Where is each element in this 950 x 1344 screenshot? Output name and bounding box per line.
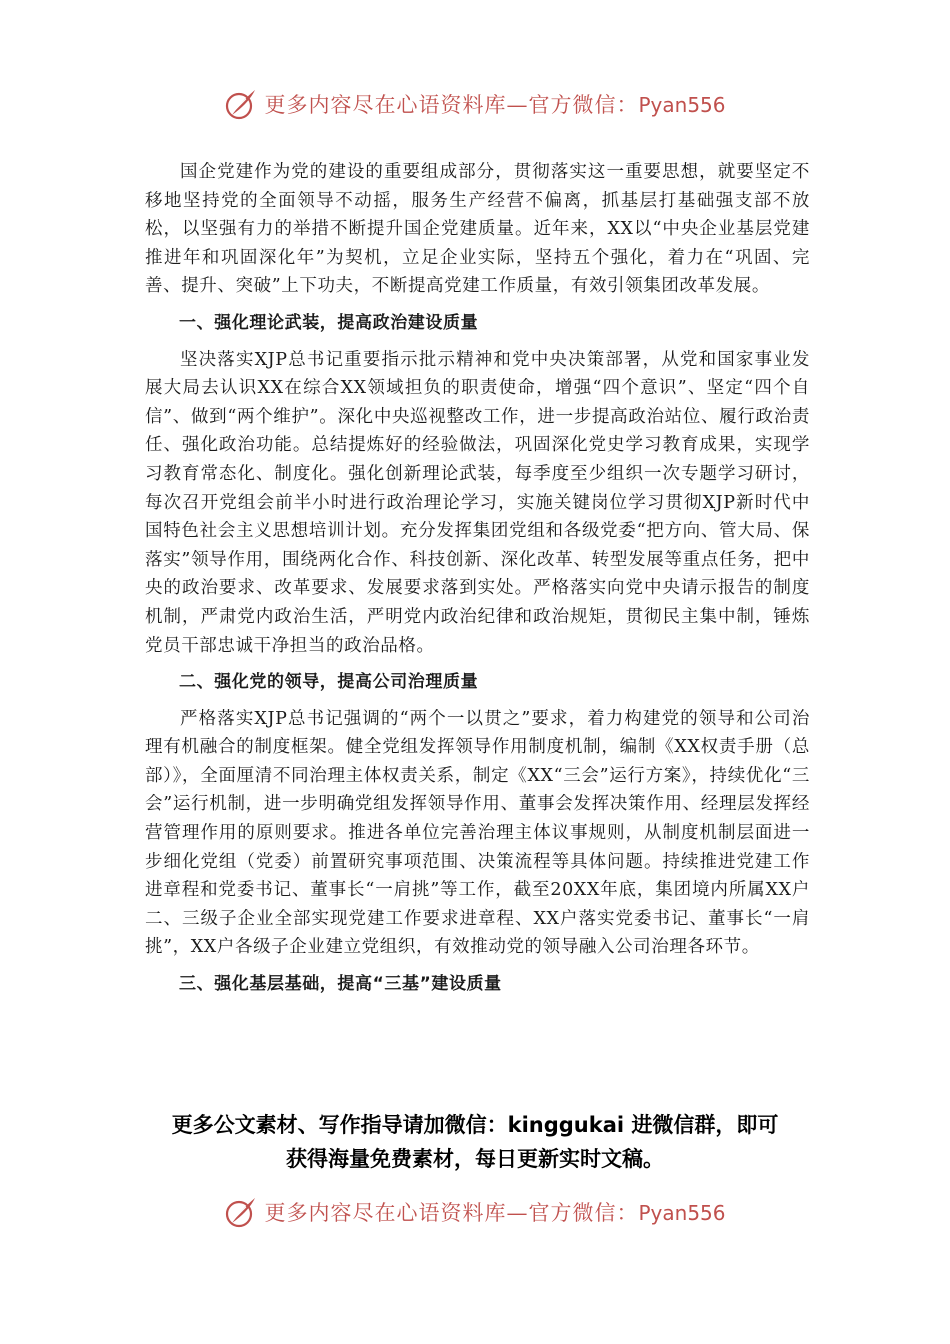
- header-wechat-id: Pyan556: [638, 93, 726, 117]
- footer-watermark-banner: [0, 1190, 950, 1234]
- footer-watermark-text: 更多内容尽在心语资料库—官方微信：Pyan556: [264, 1201, 726, 1225]
- section-2-heading: 二、强化党的领导，提高公司治理质量: [179, 672, 479, 693]
- section-3-heading: 三、强化基层基础，提高“三基”建设质量: [179, 974, 502, 995]
- promo-line-2: 获得海量免费素材，每日更新实时文稿。: [286, 1147, 664, 1171]
- section-2-paragraph: 严格落实XJP总书记强调的“两个一以贯之”要求，着力构建党的领导和公司治理有机融合的制度框架。健全党组发挥领导作用制度机制，编制《XX权责手册（总部）》，全面厘清不同治理主体权责关系，制定《XX“三会”运行方案》，持续优化“三会”运行机制，进一步明确党组发挥领导作用、董事会发挥决策作用、经理层发挥经营管理作用的原则要求。推进各单位完善治理主体议事规则，从制度机制层面进一步细化党组（党委）前置研究事项范围、决策流程等具体问题。持续推进党建工作进章程和党委书记、董事长“一肩挑”等工作，截至20XX年底，集团境内所属XX户二、三级子企业全部实现党建工作要求进章程、XX户落实党委书记、董事长“一肩挑”，XX户各级子企业建立党组织，有效推动党的领导融入公司治理各环节。: [145, 708, 810, 958]
- quill-logo-icon: [224, 87, 258, 121]
- promo-notice: [130, 1108, 820, 1176]
- intro-paragraph: 国企党建作为党的建设的重要组成部分，贯彻落实这一重要思想，就要坚定不移地坚持党的全面领导不动摇，服务生产经营不偏离，抓基层打基础强支部不放松，以坚强有力的举措不断提升国企党建质量。近年来，XX以“中央企业基层党建推进年和巩固深化年”为契机，立足企业实际，坚持五个强化，着力在“巩固、完善、提升、突破”上下功夫，不断提高党建工作质量，有效引领集团改革发展。: [145, 162, 810, 297]
- header-watermark-text: 更多内容尽在心语资料库—官方微信：Pyan556: [264, 93, 726, 117]
- header-watermark-banner: [0, 82, 950, 126]
- quill-logo-icon: [224, 1195, 258, 1229]
- footer-wechat-id: Pyan556: [638, 1201, 726, 1225]
- document-body: [145, 158, 810, 1005]
- section-1-heading: 一、强化理论武装，提高政治建设质量: [179, 312, 479, 333]
- section-1-paragraph: 坚决落实XJP总书记重要指示批示精神和党中央决策部署，从党和国家事业发展大局去认识XX在综合XX领域担负的职责使命，增强“四个意识”、坚定“四个自信”、做到“两个维护”。深化中央巡视整改工作，进一步提高政治站位、履行政治责任、强化政治功能。总结提炼好的经验做法，巩固深化党史学习教育成果，实现学习教育常态化、制度化。强化创新理论武装，每季度至少组织一次专题学习研讨，每次召开党组会前半小时进行政治理论学习，实施关键岗位学习贯彻XJP新时代中国特色社会主义思想培训计划。充分发挥集团党组和各级党委“把方向、管大局、保落实”领导作用，围绕两化合作、科技创新、深化改革、转型发展等重点任务，把中央的政治要求、改革要求、发展要求落到实处。严格落实向党中央请示报告的制度机制，严肃党内政治生活，严明党内政治纪律和政治规矩，贯彻民主集中制，锤炼党员干部忠诚干净担当的政治品格。: [145, 349, 810, 656]
- promo-line-1: 更多公文素材、写作指导请加微信：kinggukai 进微信群，即可: [171, 1113, 779, 1137]
